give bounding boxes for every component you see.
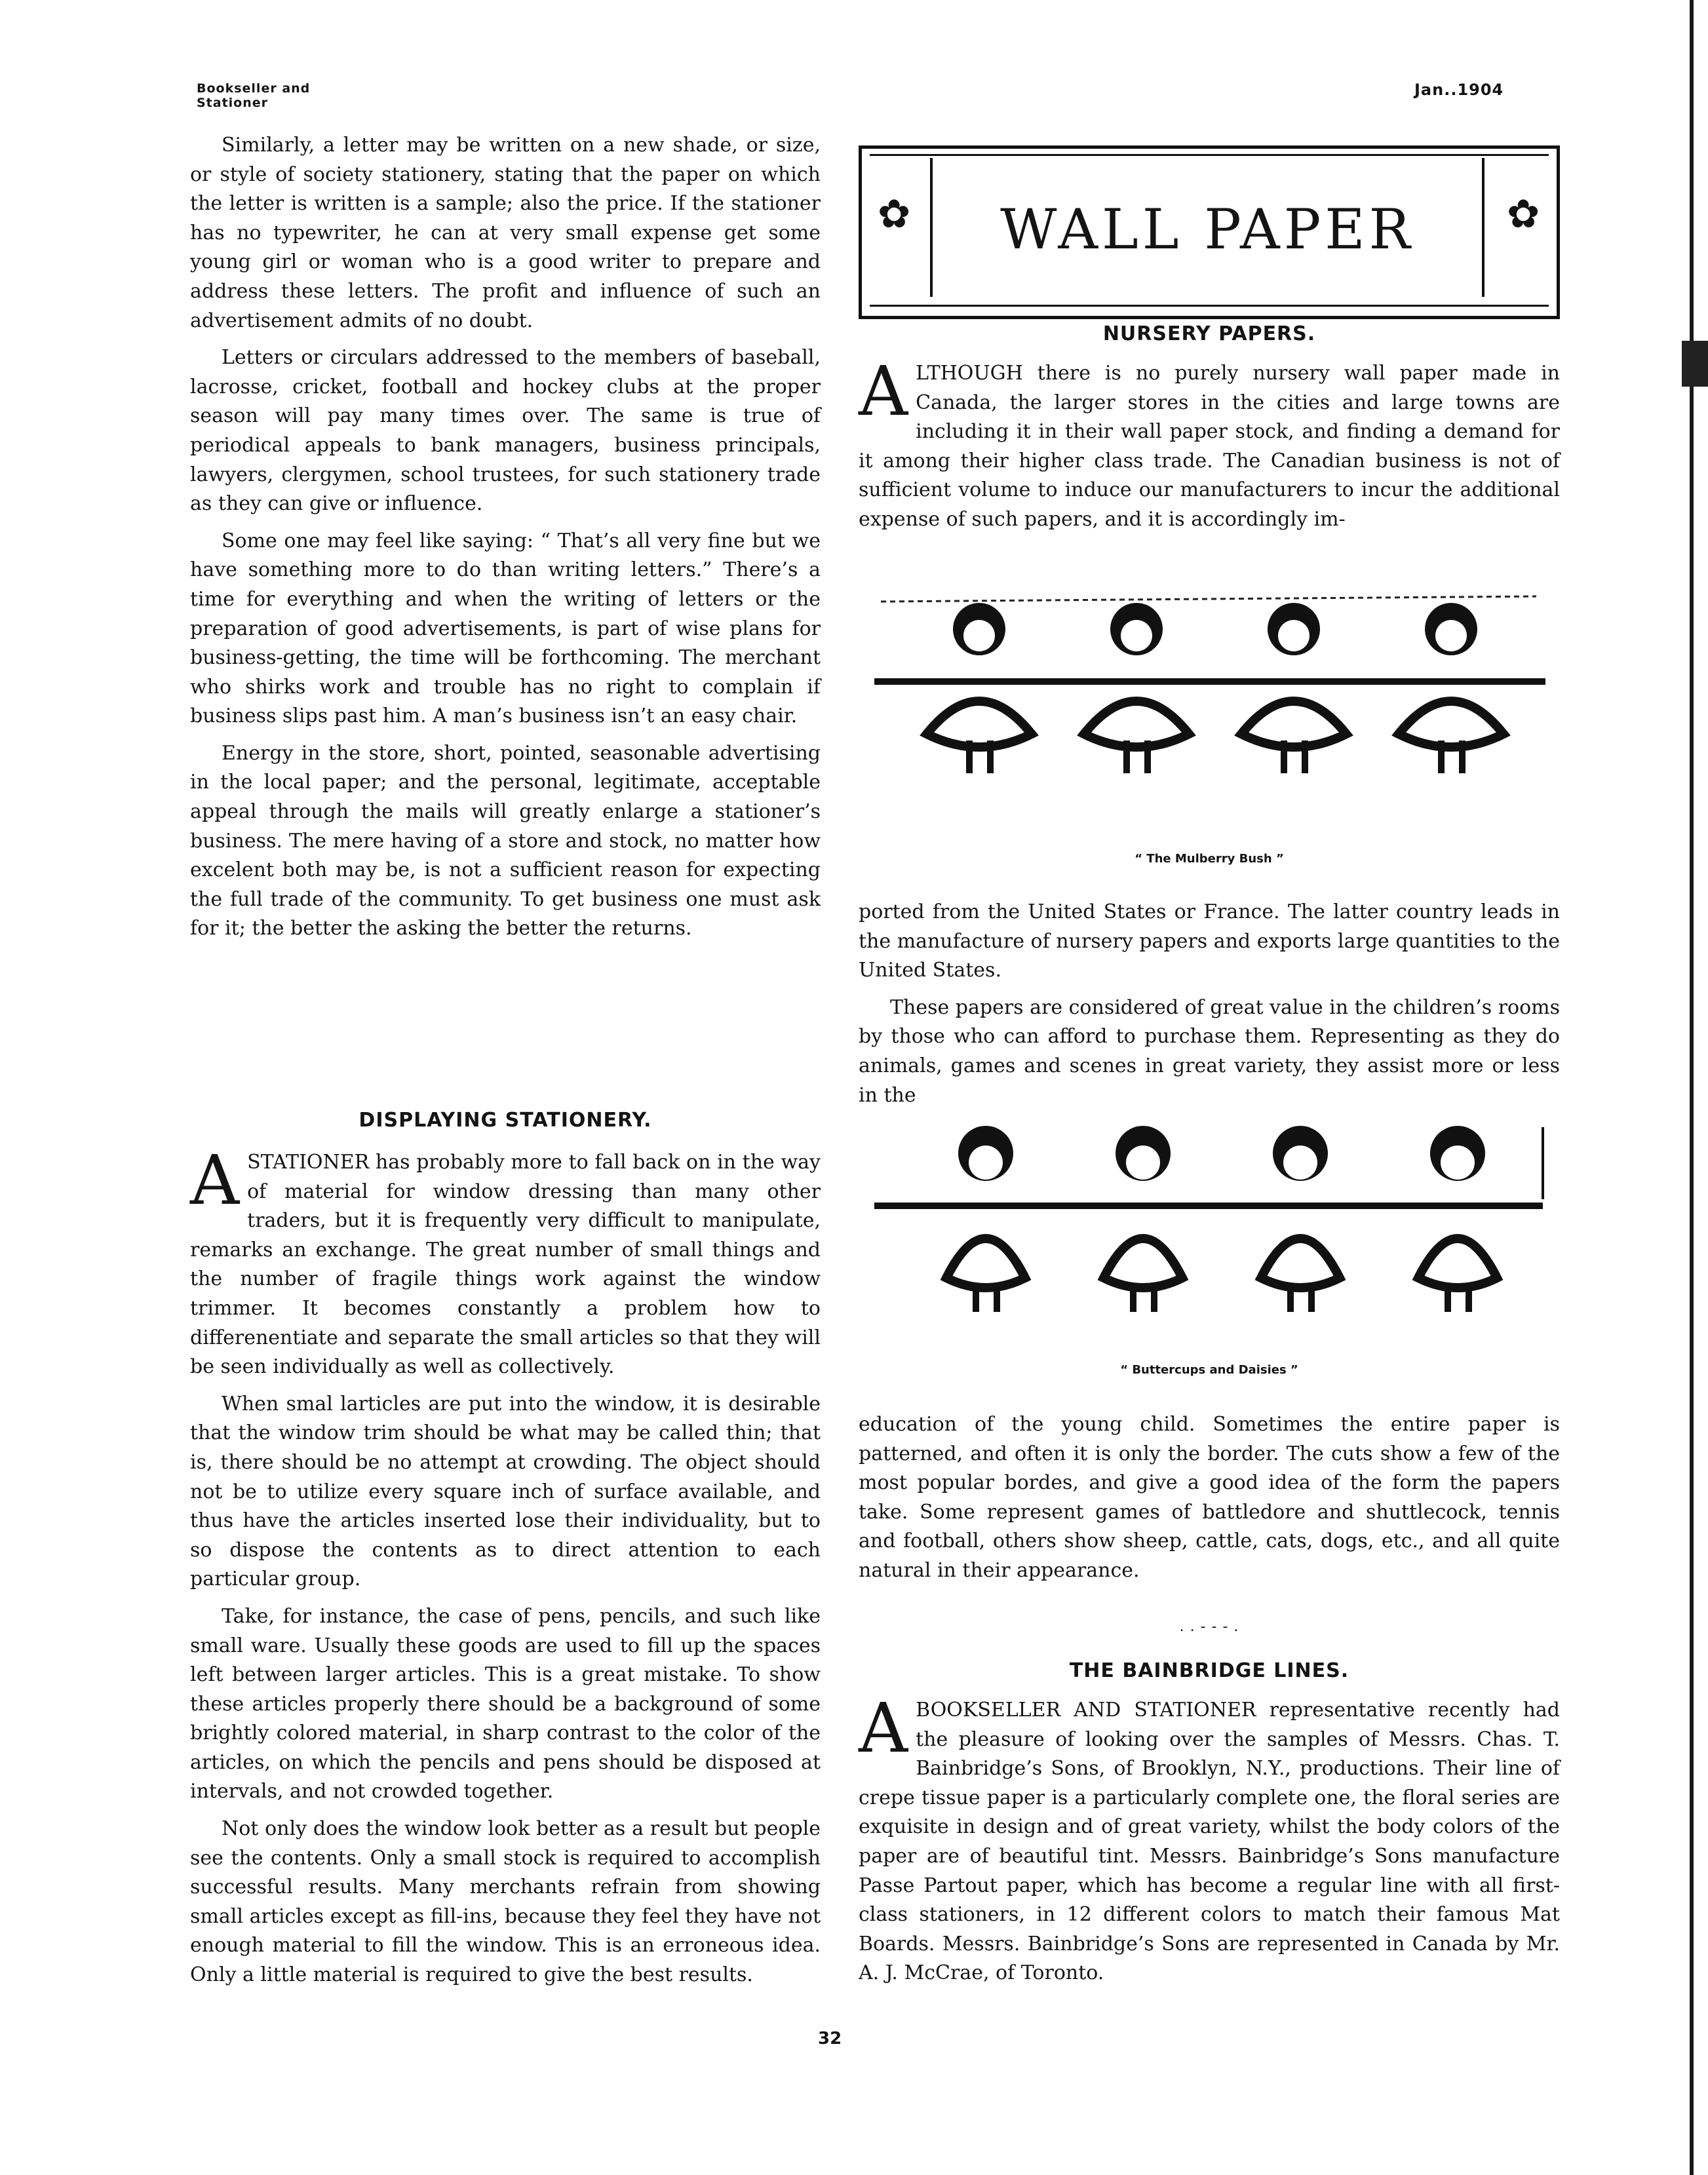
paragraph: education of the young child. Sometimes the entire paper is patterned, and often it is only the border. The cuts show a few of the most popular bordes, and give a good idea of the form the papers take. Some represent games of battledore and shuttlecock, tennis and football, others show sheep, cattle, cats, dogs, etc., and all quite natural in their appearance.	[859, 1413, 1560, 1582]
section-heading-bainbridge-lines: THE BAINBRIDGE LINES.	[1069, 1659, 1349, 1682]
nursery-body	[859, 898, 1560, 1118]
illustration-caption: “ Buttercups and Daisies ”	[1120, 1363, 1298, 1377]
paragraph-with-drop-cap: ALTHOUGH there is no purely nursery wall paper made in Canada, the larger stores in the cities and large towns are including it in their wall paper stock, and finding a demand for it among their higher class trade. The Canadian business is not of sufficient volume to induce our manufacturers to incur the additional expense of such papers, and it is accordingly im-	[859, 351, 1560, 531]
paragraph: Take, for instance, the case of pens, pencils, and such like small ware. Usually these goods are used to fill up the spaces left between larger articles. This is a great mistake. To show these articles properly there should be a background of some brightly colored material, in sharp contrast to the color of the articles, on which the pencils and pens should be disposed at intervals, and not crowded together.	[190, 1604, 821, 1803]
nursery-conclusion	[859, 1410, 1560, 1594]
dancing-girl-figure	[927, 603, 1032, 773]
paragraph: When smal larticles are put into the window, it is desirable that the window trim should be what may be called thin; that is, there should be no attempt at crowding. The object should not be to utilize every square inch of surface available, and thus have the articles inserted lose their individuality, but to so dispose the contents as to direct attention to each particular group.	[190, 1392, 821, 1591]
paragraph: These papers are considered of great value in the children’s rooms by those who can afford to purchase them. Representing as they do animals, games and scenes in great variety, they assist more or less in the	[859, 995, 1560, 1107]
scan-edge-artifact	[1678, 0, 1708, 2175]
banner-title: WALL PAPER	[1000, 197, 1414, 261]
issue-date: Jan..1904	[1414, 81, 1504, 99]
paragraph: Some one may feel like saying: “ That’s all very fine but we have something more to do than writing letters.” There’s a time for everything and when the writing of letters or the preparation of good advertisements, is part of wise plans for business-getting, the time will be forthcoming. The merchant who shirks work and trouble has no right to complain if business slips past him. A man’s business isn’t an easy chair.	[190, 529, 821, 728]
paragraph: Letters or circulars addressed to the members of baseball, lacrosse, cricket, football and hockey clubs at the proper season will pay many times over. The same is true of periodical appeals to bank managers, business principals, lawyers, clergymen, school trustees, for such stationery trade as they can give or influence.	[190, 346, 821, 516]
illustration-caption: “ The Mulberry Bush ”	[1135, 852, 1284, 866]
dancing-girl-figure	[1261, 1126, 1340, 1312]
paragraph-with-drop-cap: ABOOKSELLER AND STATIONER representative recently had the pleasure of looking over the samples of Messrs. Chas. T. Bainbridge’s Sons, of Brooklyn, N.Y., productions. Their line of crepe tissue paper is a particularly complete one, the floral series are exquisite in design and of great variety, whilst the body colors of the paper are of beautiful tint. Messrs. Bainbridge’s Sons manufacture Passe Partout paper, which has become a regular line with all first-class stationers, in 12 different colors to match their famous Mat Boards. Messrs. Bainbridge’s Sons are represented in Canada by Mr. A. J. McCrae, of Toronto.	[859, 1688, 1560, 1985]
dancing-girl-figure	[1104, 1126, 1182, 1312]
separator-rule: . . - - - .	[1179, 1619, 1239, 1635]
nursery-intro	[859, 351, 1560, 543]
drop-cap: A	[190, 1140, 240, 1220]
paragraph: Energy in the store, short, pointed, seasonable advertising in the local paper; and the personal, legitimate, acceptable appeal through the mails will greatly enlarge a stationer’s business. The mere having of a store and stock, no matter how excelent both may be, is not a sufficient reason for expecting the full trade of the community. To get business one must ask for it; the better the asking the better the returns.	[190, 741, 821, 940]
left-column-section	[190, 1140, 821, 1998]
drop-cap: A	[859, 1688, 908, 1768]
flower-ornament-icon: ✿	[878, 191, 911, 237]
page-number: 32	[818, 2029, 842, 2049]
bainbridge-body	[859, 1688, 1560, 1996]
publication-masthead	[197, 81, 310, 110]
dancing-girl-figure	[1418, 1126, 1497, 1312]
section-heading-displaying-stationery: DISPLAYING STATIONERY.	[359, 1109, 652, 1132]
dancing-girl-figure	[1399, 603, 1504, 773]
left-column-top	[190, 131, 821, 952]
paragraph: ported from the United States or France. The latter country leads in the manufacture of nursery papers and exports large quantities to the United States.	[859, 900, 1560, 982]
dancing-girl-figure	[1241, 603, 1346, 773]
drop-cap: A	[859, 351, 908, 431]
flower-ornament-icon: ✿	[1507, 191, 1540, 237]
buttercups-and-daisies-illustration	[861, 1107, 1559, 1343]
dancing-girl-figure	[1084, 603, 1189, 773]
publication-name-line1: Bookseller and	[197, 81, 311, 96]
paragraph: Not only does the window look better as a result but people see the contents. Only a small stock is required to accomplish successful results. Many merchants refrain from showing small articles except as fill-ins, because they feel they have not enough material to fill the window. This is an erroneous idea. Only a little material is required to give the best results.	[190, 1817, 821, 1987]
paragraph-with-drop-cap: ASTATIONER has probably more to fall back on in the way of material for window dressing than many other traders, but it is frequently very difficult to manipulate, remarks an exchange. The great number of small things and the number of fragile things work against the window trimmer. It becomes constantly a problem how to differenentiate and separate the small articles so that they will be seen individually as well as collectively.	[190, 1140, 821, 1379]
paragraph: Similarly, a letter may be written on a new shade, or size, or style of society stationery, stating that the paper on which the letter is written is a sample; also the price. If the stationer has no typewriter, he can at very small expense get some young girl or woman who is a good writer to prepare and address these letters. The profit and influence of such an advertisement admits of no doubt.	[190, 134, 821, 332]
section-heading-nursery-papers: NURSERY PAPERS.	[1102, 322, 1316, 345]
publication-name-line2: Stationer	[197, 96, 269, 110]
dancing-girl-figure	[946, 1126, 1025, 1312]
mulberry-bush-illustration	[861, 590, 1559, 786]
wall-paper-banner	[859, 145, 1560, 319]
